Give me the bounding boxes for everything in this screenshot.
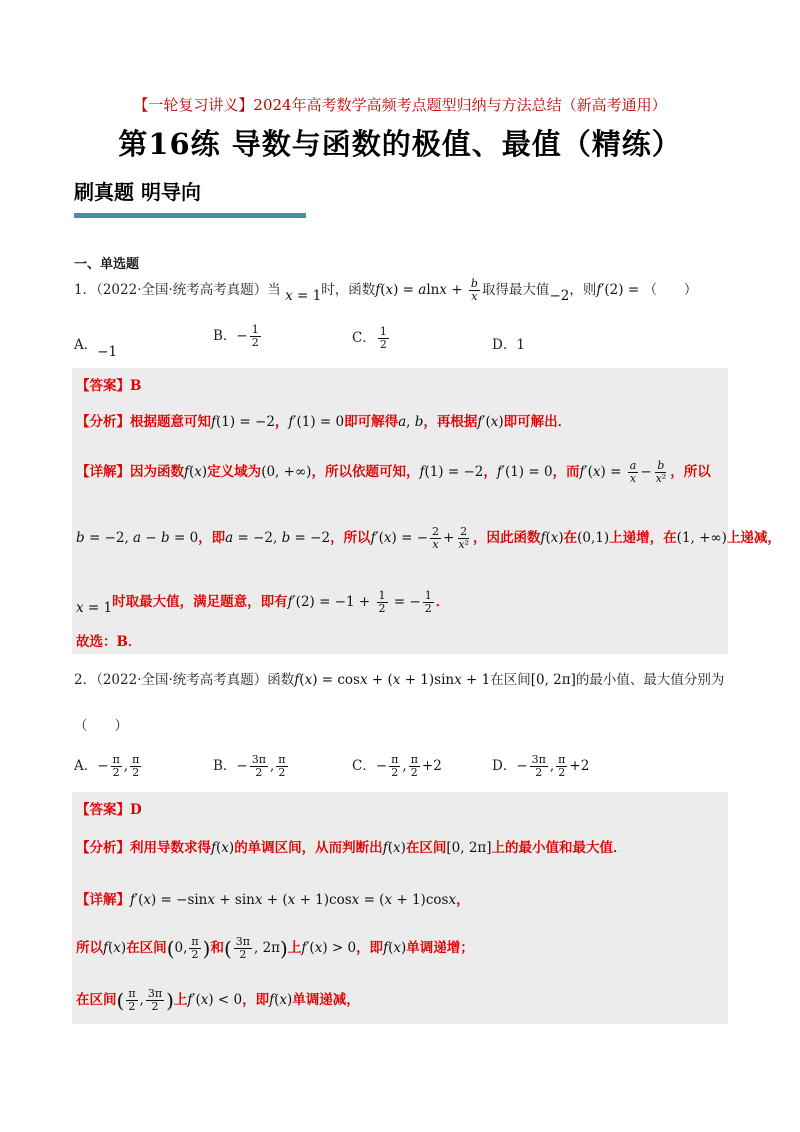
question-2: 2．（2022·全国·统考高考真题）函数f(x) = cosx + (x + 1)sinx + 1在区间[0, 2π]的最小值、最大值分别为: [74, 672, 725, 688]
q2-option-a[interactable]: A．− $\frac{\pi}{2}$ , $\frac{\pi}{2}$: [74, 753, 140, 779]
q1-analysis: 【分析】根据题意可知f(1) = −2，f′(1) = 0即可解得a, b，再根据f′(x)即可解出．: [76, 414, 572, 430]
q1-answer-box: [72, 368, 781, 654]
q1-answer: 【答案】B: [76, 378, 142, 394]
q2-detail-line-3: 在区间( $\frac{\pi}{2}$ , $\frac{3\pi}{2}$ )上f′(x) < 0，即f(x)单调递减，: [76, 987, 360, 1013]
q2-detail-line-1: 【详解】f′(x) = −sinx + sinx + (x + 1)cosx = (x + 1)cosx，: [76, 892, 470, 908]
q2-answer-box: [72, 792, 728, 1024]
q2-option-b[interactable]: B．− $\frac{3\pi}{2}$ , $\frac{\pi}{2}$: [213, 753, 286, 779]
document-title: 第16练 导数与函数的极值、最值（精练）: [118, 127, 682, 161]
q1-detail-line-2: b = −2, a − b = 0，即a = −2, b = −2，所以f′(x) = − $\frac{2}{x}$ + $\frac{2}{\text{x²}}$ ，因此函数f(x)在(0,1)上递增，在(1, +∞)上递减，: [76, 525, 781, 551]
q1-option-d[interactable]: D．1: [492, 337, 525, 353]
q1-choose: 故选：B．: [76, 634, 142, 650]
document-subtitle: 【一轮复习讲义】2024年高考数学高频考点题型归纳与方法总结（新高考通用）: [133, 96, 667, 114]
q1-option-b[interactable]: B．− $\frac{1}{2}$: [213, 323, 259, 349]
q1-option-a[interactable]: A．−1: [74, 337, 118, 360]
q1-option-c[interactable]: C． $\frac{1}{2}$: [352, 325, 387, 351]
section-underline: [74, 213, 306, 218]
q1-detail-line-1: 【详解】因为函数f(x)定义域为(0, +∞)，所以依题可知，f(1) = −2，f′(1) = 0，而f′(x) = $\frac{a}{x}$ − $\frac{b}{\text{x²}}$ ，所以: [76, 459, 711, 485]
q2-analysis: 【分析】利用导数求得f(x)的单调区间，从而判断出f(x)在区间[0, 2π]上的最小值和最大值．: [76, 840, 627, 856]
q2-option-c[interactable]: C．− $\frac{\pi}{2}$ , $\frac{\pi}{2}$ +2: [352, 753, 442, 779]
q2-paren: （ ）: [74, 718, 128, 734]
question-1: 1．（2022·全国·统考高考真题）当 x = 1时，函数f(x) = alnx + $\frac{b}{x}$ 取得最大值−2，则f′(2) = （ ）: [74, 277, 698, 304]
q2-option-d[interactable]: D．− $\frac{3\pi}{2}$ , $\frac{\pi}{2}$ +2: [492, 753, 590, 779]
part-label: 一、单选题: [74, 257, 140, 272]
q2-answer: 【答案】D: [76, 802, 142, 818]
section-heading: 刷真题 明导向: [74, 180, 201, 204]
q2-detail-line-2: 所以f(x)在区间(0, $\frac{\pi}{2}$ )和( $\frac{3\pi}{2}$ , 2π)上f′(x) > 0，即f(x)单调递增；: [76, 935, 474, 961]
q1-detail-line-3: x = 1时取最大值，满足题意，即有f′(2) = −1 + $\frac{1}{2}$ = − $\frac{1}{2}$ ．: [76, 589, 450, 616]
